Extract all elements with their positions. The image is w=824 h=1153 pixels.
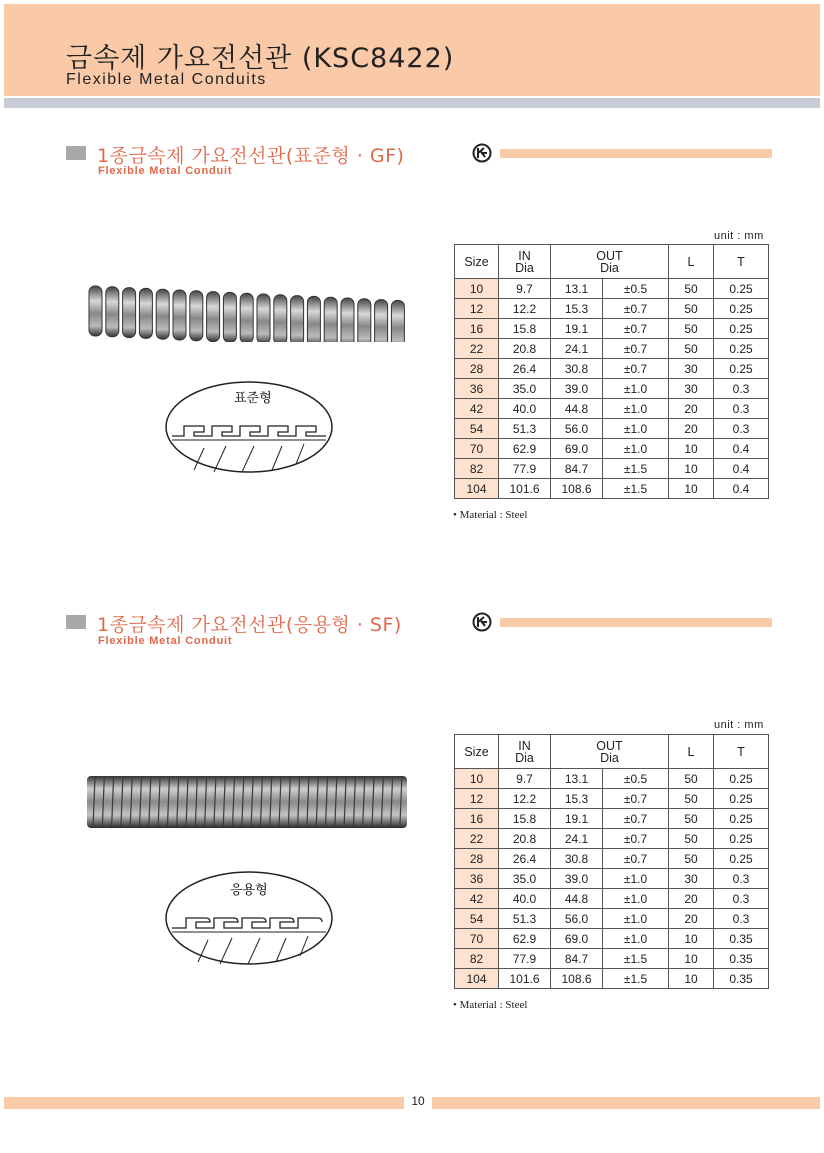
length-cell: 10	[669, 439, 714, 459]
unit-label: unit : mm	[714, 719, 764, 731]
cross-section-sf-diagram	[164, 870, 334, 966]
table-row	[455, 969, 769, 989]
tolerance-cell: ±1.5	[603, 459, 669, 479]
size-cell: 82	[455, 459, 499, 479]
header-t: T	[714, 245, 769, 279]
table-row	[455, 299, 769, 319]
length-cell: 20	[669, 399, 714, 419]
out-dia-cell: 44.8	[551, 399, 603, 419]
size-cell: 28	[455, 849, 499, 869]
thickness-cell: 0.25	[714, 299, 769, 319]
tolerance-cell: ±1.5	[603, 969, 669, 989]
cross-section-gf-diagram	[164, 380, 334, 474]
size-cell: 42	[455, 399, 499, 419]
size-cell: 36	[455, 869, 499, 889]
table-row	[455, 769, 769, 789]
tolerance-cell: ±0.7	[603, 849, 669, 869]
out-dia-cell: 108.6	[551, 479, 603, 499]
header-divider	[4, 98, 820, 108]
header-l: L	[669, 735, 714, 769]
size-cell: 12	[455, 299, 499, 319]
table-row	[455, 419, 769, 439]
square-marker-icon	[66, 615, 86, 629]
out-dia-cell: 13.1	[551, 769, 603, 789]
table-row	[455, 399, 769, 419]
in-dia-cell: 20.8	[499, 339, 551, 359]
thickness-cell: 0.25	[714, 319, 769, 339]
out-dia-cell: 15.3	[551, 789, 603, 809]
in-dia-cell: 15.8	[499, 809, 551, 829]
length-cell: 50	[669, 829, 714, 849]
table-row	[455, 809, 769, 829]
length-cell: 20	[669, 909, 714, 929]
thickness-cell: 0.3	[714, 399, 769, 419]
tolerance-cell: ±1.5	[603, 949, 669, 969]
page-title: 금속제 가요전선관 (KSC8422)	[66, 43, 455, 74]
size-cell: 22	[455, 829, 499, 849]
out-dia-cell: 30.8	[551, 849, 603, 869]
size-cell: 104	[455, 479, 499, 499]
out-dia-cell: 56.0	[551, 909, 603, 929]
size-cell: 82	[455, 949, 499, 969]
thickness-cell: 0.35	[714, 949, 769, 969]
in-dia-cell: 20.8	[499, 829, 551, 849]
tolerance-cell: ±0.7	[603, 829, 669, 849]
footer-band-left	[4, 1097, 404, 1109]
size-cell: 10	[455, 279, 499, 299]
section-title: 1종금속제 가요전선관(응용형 · SF)	[97, 614, 402, 636]
thickness-cell: 0.3	[714, 869, 769, 889]
thickness-cell: 0.25	[714, 769, 769, 789]
table-row	[455, 459, 769, 479]
tolerance-cell: ±1.0	[603, 399, 669, 419]
diagram-label: 응용형	[230, 883, 268, 898]
in-dia-cell: 40.0	[499, 399, 551, 419]
section-title: 1종금속제 가요전선관(표준형 · GF)	[97, 145, 405, 167]
spec-table-sf	[454, 734, 769, 989]
section-subtitle: Flexible Metal Conduit	[98, 165, 233, 177]
tolerance-cell: ±0.7	[603, 809, 669, 829]
tolerance-cell: ±1.0	[603, 379, 669, 399]
in-dia-cell: 9.7	[499, 279, 551, 299]
size-cell: 104	[455, 969, 499, 989]
length-cell: 10	[669, 459, 714, 479]
out-dia-cell: 39.0	[551, 869, 603, 889]
in-dia-cell: 40.0	[499, 889, 551, 909]
thickness-cell: 0.3	[714, 909, 769, 929]
size-cell: 36	[455, 379, 499, 399]
in-dia-cell: 101.6	[499, 479, 551, 499]
length-cell: 50	[669, 849, 714, 869]
size-cell: 70	[455, 929, 499, 949]
length-cell: 50	[669, 789, 714, 809]
in-dia-cell: 12.2	[499, 789, 551, 809]
section-rule	[500, 618, 772, 627]
length-cell: 50	[669, 279, 714, 299]
length-cell: 10	[669, 929, 714, 949]
section-subtitle: Flexible Metal Conduit	[98, 635, 233, 647]
out-dia-cell: 69.0	[551, 929, 603, 949]
thickness-cell: 0.25	[714, 789, 769, 809]
length-cell: 10	[669, 949, 714, 969]
tolerance-cell: ±0.7	[603, 359, 669, 379]
table-row	[455, 789, 769, 809]
size-cell: 28	[455, 359, 499, 379]
table-row	[455, 849, 769, 869]
tolerance-cell: ±0.7	[603, 319, 669, 339]
conduit-gf-image	[85, 284, 415, 342]
in-dia-cell: 35.0	[499, 869, 551, 889]
table-row	[455, 379, 769, 399]
table-row	[455, 479, 769, 499]
length-cell: 50	[669, 769, 714, 789]
out-dia-cell: 24.1	[551, 339, 603, 359]
table-row	[455, 869, 769, 889]
header-size: Size	[455, 245, 499, 279]
in-dia-cell: 77.9	[499, 949, 551, 969]
material-note: • Material : Steel	[453, 999, 528, 1011]
thickness-cell: 0.25	[714, 279, 769, 299]
thickness-cell: 0.25	[714, 849, 769, 869]
diagram-label: 표준형	[234, 391, 272, 406]
in-dia-cell: 101.6	[499, 969, 551, 989]
spec-table-gf	[454, 244, 769, 499]
size-cell: 16	[455, 319, 499, 339]
in-dia-cell: 62.9	[499, 439, 551, 459]
thickness-cell: 0.4	[714, 439, 769, 459]
size-cell: 22	[455, 339, 499, 359]
size-cell: 10	[455, 769, 499, 789]
tolerance-cell: ±1.0	[603, 439, 669, 459]
thickness-cell: 0.35	[714, 969, 769, 989]
header-size: Size	[455, 735, 499, 769]
length-cell: 30	[669, 359, 714, 379]
out-dia-cell: 84.7	[551, 949, 603, 969]
length-cell: 10	[669, 479, 714, 499]
tolerance-cell: ±1.0	[603, 909, 669, 929]
table-row	[455, 949, 769, 969]
length-cell: 20	[669, 419, 714, 439]
out-dia-cell: 13.1	[551, 279, 603, 299]
table-row	[455, 319, 769, 339]
in-dia-cell: 26.4	[499, 359, 551, 379]
header-t: T	[714, 735, 769, 769]
in-dia-cell: 77.9	[499, 459, 551, 479]
thickness-cell: 0.4	[714, 459, 769, 479]
out-dia-cell: 15.3	[551, 299, 603, 319]
unit-label: unit : mm	[714, 230, 764, 242]
tolerance-cell: ±0.5	[603, 279, 669, 299]
table-row	[455, 439, 769, 459]
length-cell: 30	[669, 869, 714, 889]
thickness-cell: 0.3	[714, 419, 769, 439]
table-row	[455, 339, 769, 359]
tolerance-cell: ±0.5	[603, 769, 669, 789]
ks-mark-icon	[472, 612, 492, 632]
out-dia-cell: 24.1	[551, 829, 603, 849]
out-dia-cell: 69.0	[551, 439, 603, 459]
size-cell: 70	[455, 439, 499, 459]
size-cell: 12	[455, 789, 499, 809]
size-cell: 54	[455, 909, 499, 929]
page-number: 10	[411, 1094, 425, 1108]
thickness-cell: 0.25	[714, 359, 769, 379]
thickness-cell: 0.35	[714, 929, 769, 949]
length-cell: 20	[669, 889, 714, 909]
header-l: L	[669, 245, 714, 279]
out-dia-cell: 30.8	[551, 359, 603, 379]
out-dia-cell: 44.8	[551, 889, 603, 909]
thickness-cell: 0.25	[714, 339, 769, 359]
conduit-sf-image	[85, 772, 410, 832]
in-dia-cell: 15.8	[499, 319, 551, 339]
size-cell: 54	[455, 419, 499, 439]
length-cell: 10	[669, 969, 714, 989]
table-row	[455, 359, 769, 379]
out-dia-cell: 19.1	[551, 809, 603, 829]
ks-mark-icon	[472, 143, 492, 163]
tolerance-cell: ±0.7	[603, 299, 669, 319]
in-dia-cell: 51.3	[499, 419, 551, 439]
header-in: IN Dia	[499, 735, 551, 769]
length-cell: 30	[669, 379, 714, 399]
section-rule	[500, 149, 772, 158]
length-cell: 50	[669, 299, 714, 319]
size-cell: 16	[455, 809, 499, 829]
footer-band-right	[432, 1097, 820, 1109]
table-row	[455, 929, 769, 949]
page-subtitle: Flexible Metal Conduits	[66, 71, 267, 88]
tolerance-cell: ±1.0	[603, 889, 669, 909]
in-dia-cell: 51.3	[499, 909, 551, 929]
header-out: OUT Dia	[551, 735, 669, 769]
length-cell: 50	[669, 809, 714, 829]
tolerance-cell: ±1.0	[603, 419, 669, 439]
tolerance-cell: ±1.0	[603, 869, 669, 889]
in-dia-cell: 35.0	[499, 379, 551, 399]
out-dia-cell: 108.6	[551, 969, 603, 989]
table-row	[455, 829, 769, 849]
thickness-cell: 0.25	[714, 809, 769, 829]
thickness-cell: 0.4	[714, 479, 769, 499]
out-dia-cell: 56.0	[551, 419, 603, 439]
material-note: • Material : Steel	[453, 509, 528, 521]
square-marker-icon	[66, 146, 86, 160]
out-dia-cell: 84.7	[551, 459, 603, 479]
size-cell: 42	[455, 889, 499, 909]
length-cell: 50	[669, 339, 714, 359]
tolerance-cell: ±0.7	[603, 789, 669, 809]
in-dia-cell: 12.2	[499, 299, 551, 319]
thickness-cell: 0.3	[714, 379, 769, 399]
length-cell: 50	[669, 319, 714, 339]
in-dia-cell: 9.7	[499, 769, 551, 789]
table-row	[455, 279, 769, 299]
header-in: IN Dia	[499, 245, 551, 279]
tolerance-cell: ±1.0	[603, 929, 669, 949]
table-row	[455, 909, 769, 929]
thickness-cell: 0.25	[714, 829, 769, 849]
out-dia-cell: 19.1	[551, 319, 603, 339]
tolerance-cell: ±0.7	[603, 339, 669, 359]
in-dia-cell: 62.9	[499, 929, 551, 949]
in-dia-cell: 26.4	[499, 849, 551, 869]
header-out: OUT Dia	[551, 245, 669, 279]
thickness-cell: 0.3	[714, 889, 769, 909]
tolerance-cell: ±1.5	[603, 479, 669, 499]
out-dia-cell: 39.0	[551, 379, 603, 399]
table-row	[455, 889, 769, 909]
